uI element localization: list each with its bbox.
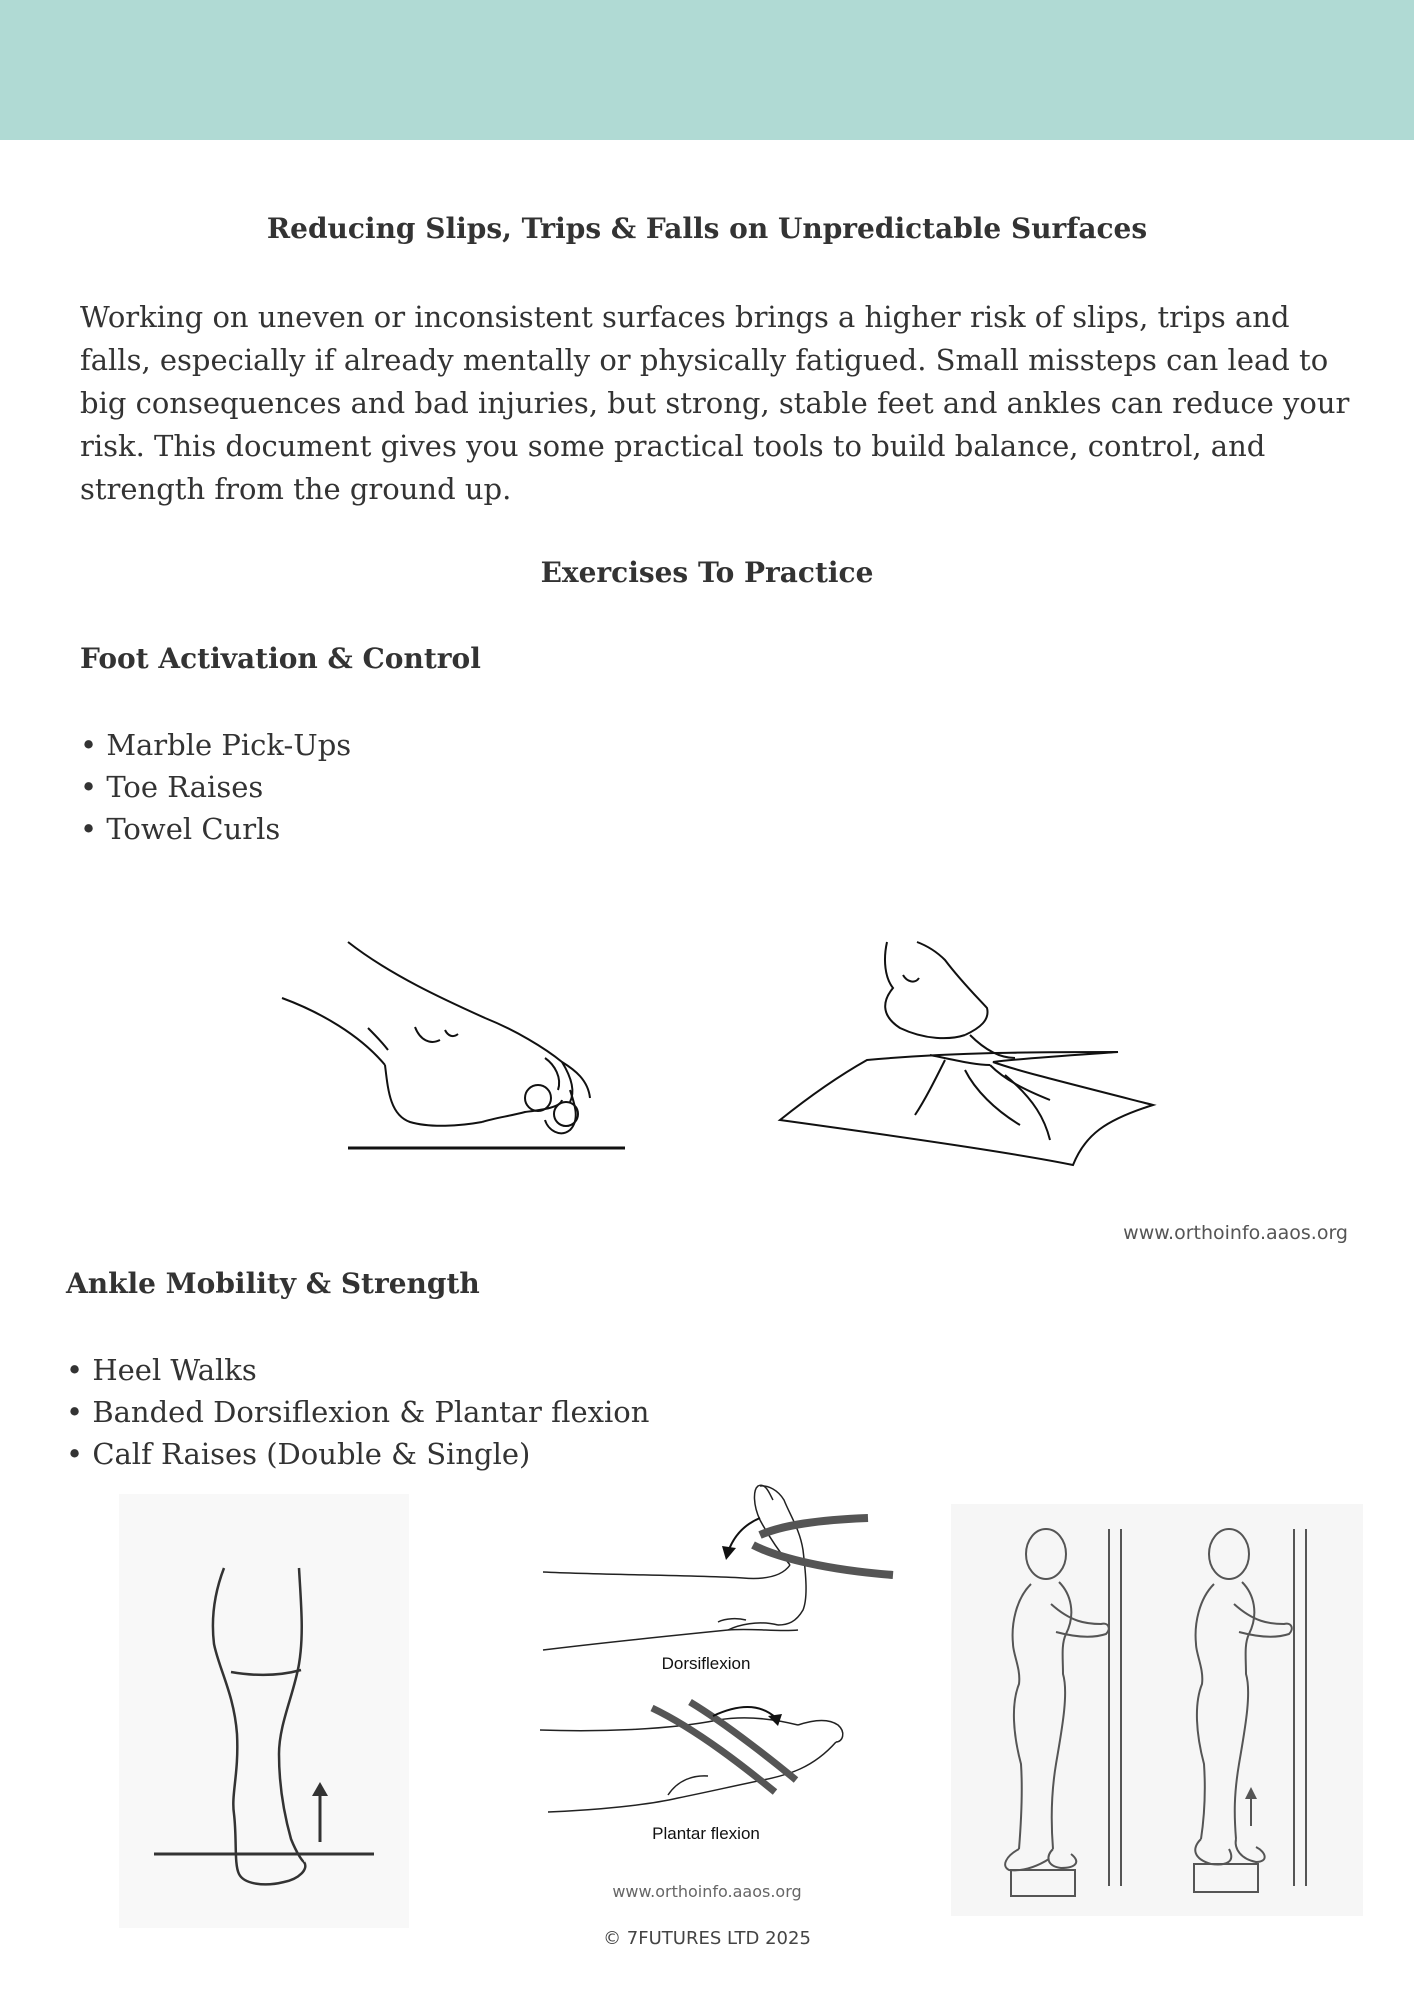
dorsiflexion-label: Dorsiflexion (661, 1654, 751, 1673)
calf-raise-illustration (951, 1504, 1363, 1916)
foot-exercise-list (80, 724, 351, 850)
image-credit: www.orthoinfo.aaos.org (612, 1882, 802, 1901)
page-title: Reducing Slips, Trips & Falls on Unpredictable Surfaces (266, 212, 1148, 245)
ankle-section-heading: Ankle Mobility & Strength (66, 1267, 480, 1300)
intro-paragraph: Working on uneven or inconsistent surfaces brings a higher risk of slips, trips and falls, especially if already mentally or physically fatigued. Small missteps can lead to big consequences and bad injuries, but strong, stable feet and ankles can reduce your risk. This document gives you some practical tools to build balance, control, and strength from the ground up. (80, 300, 1350, 506)
list-item: • Banded Dorsiflexion & Plantar flexion (66, 1395, 650, 1429)
copyright: © 7FUTURES LTD 2025 (603, 1928, 811, 1949)
image-credit: www.orthoinfo.aaos.org (1123, 1222, 1348, 1244)
list-item: • Calf Raises (Double & Single) (66, 1437, 531, 1471)
header-band (0, 0, 1414, 140)
list-item: • Toe Raises (80, 770, 264, 804)
heel-walk-illustration (119, 1494, 409, 1928)
ankle-exercise-list (66, 1349, 649, 1475)
list-item: • Marble Pick-Ups (80, 728, 352, 762)
list-item: • Towel Curls (80, 812, 281, 846)
plantar-flexion-label: Plantar flexion (652, 1824, 760, 1843)
marble-pickup-illustration (270, 930, 630, 1160)
list-item: • Heel Walks (66, 1353, 257, 1387)
towel-curl-illustration (775, 940, 1170, 1170)
section-title: Exercises To Practice (540, 556, 874, 589)
foot-section-heading: Foot Activation & Control (80, 642, 481, 675)
band-dorsiflexion-illustration (528, 1480, 900, 1850)
